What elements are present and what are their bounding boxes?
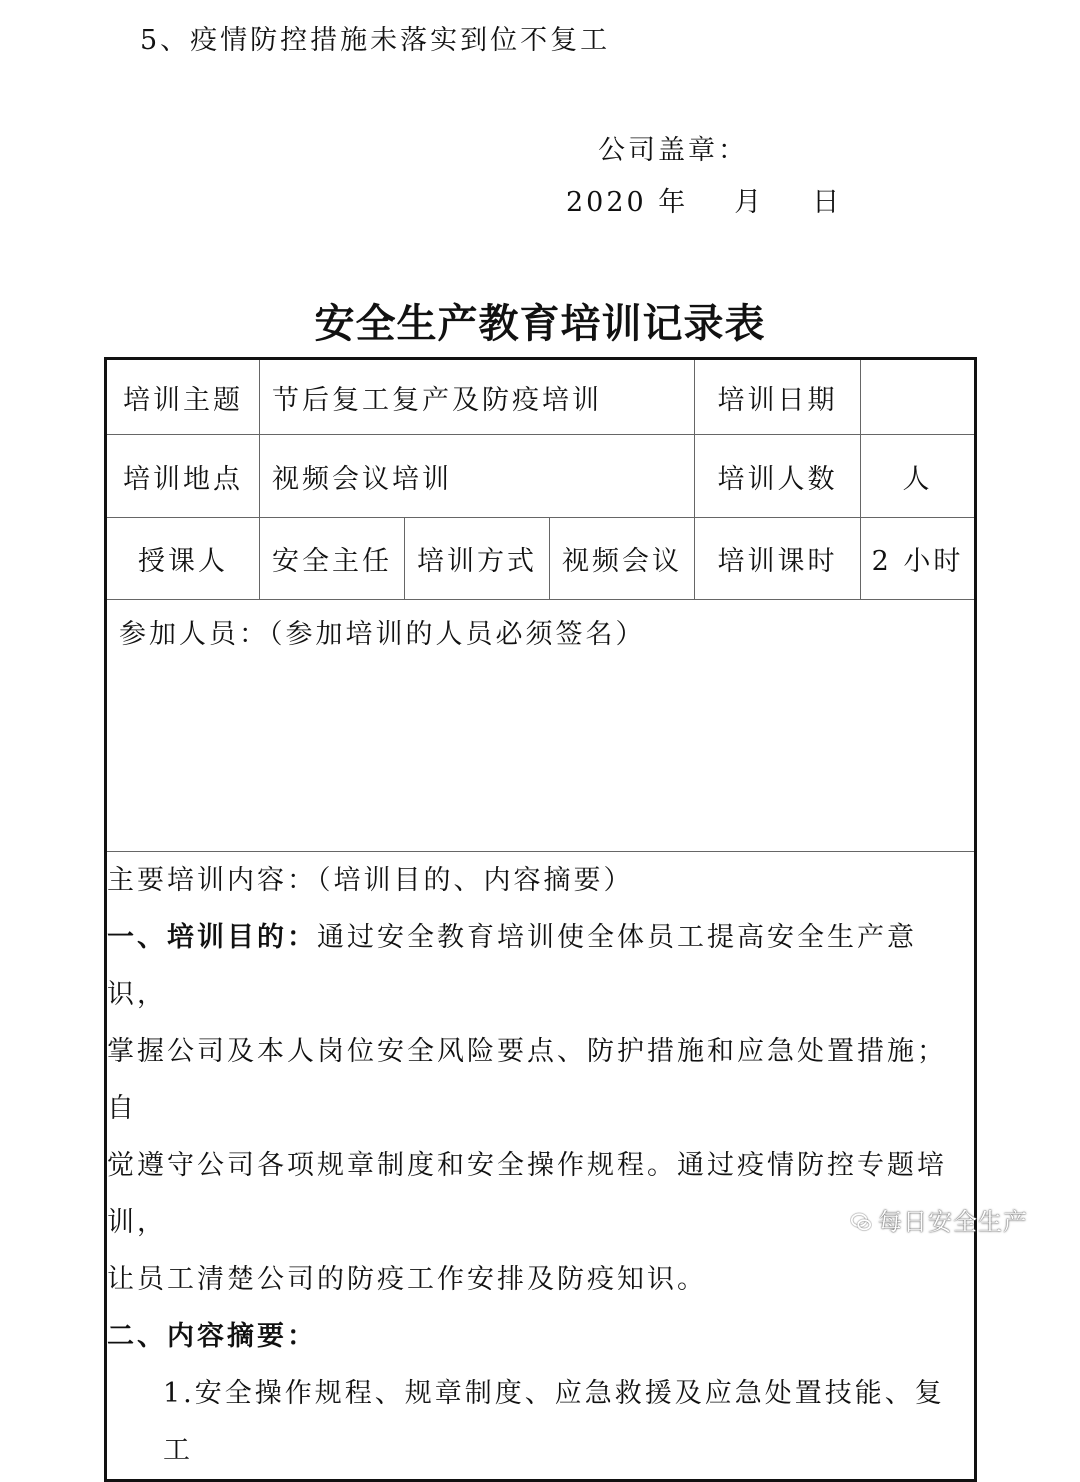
purpose-paragraph xyxy=(107,909,974,1023)
training-count-label: 培训人数 xyxy=(695,435,861,518)
attendees-signature-cell[interactable] xyxy=(106,600,976,852)
summary-label: 二、内容摘要： xyxy=(107,1321,317,1352)
content-heading: 主要培训内容：（培训目的、内容摘要） xyxy=(107,865,634,896)
training-topic-label: 培训主题 xyxy=(106,359,260,435)
table-row xyxy=(106,600,976,852)
training-date-label: 培训日期 xyxy=(695,359,861,435)
training-location-label: 培训地点 xyxy=(106,435,260,518)
purpose-line-2: 掌握公司及本人岗位安全风险要点、防护措施和应急处置措施；自 xyxy=(107,1036,947,1124)
purpose-line-1: 通过安全教育培训使全体员工提高安全生产意识， xyxy=(107,922,917,1010)
table-row xyxy=(106,435,976,518)
purpose-label: 一、培训目的： xyxy=(107,922,317,953)
training-method-label: 培训方式 xyxy=(405,518,550,600)
training-topic-value[interactable]: 节后复工复产及防疫培训 xyxy=(260,359,695,435)
date-month: 月 xyxy=(734,187,765,218)
summary-item-1: 1.安全操作规程、规章制度、应急救援及应急处置技能、复工 xyxy=(163,1378,945,1466)
attendees-label: 参加人员：（参加培训的人员必须签名） xyxy=(119,619,646,650)
lecturer-value[interactable]: 安全主任 xyxy=(260,518,405,600)
training-count-value[interactable]: 人 xyxy=(861,435,976,518)
wechat-watermark xyxy=(850,1202,1028,1237)
date-year: 2020 年 xyxy=(566,187,689,218)
date-line xyxy=(566,180,842,219)
intro-item-5: 5、疫情防控措施未落实到位不复工 xyxy=(140,25,611,56)
lecturer-label: 授课人 xyxy=(106,518,260,600)
purpose-line-4: 让员工清楚公司的防疫工作安排及防疫知识。 xyxy=(107,1264,707,1295)
watermark-text: 每日安全生产 xyxy=(878,1208,1028,1236)
table-row xyxy=(106,518,976,600)
training-content-cell xyxy=(106,852,976,1481)
wechat-icon xyxy=(850,1211,872,1233)
training-hours-label: 培训课时 xyxy=(695,518,861,600)
training-location-value[interactable]: 视频会议培训 xyxy=(260,435,695,518)
purpose-line-3: 觉遵守公司各项规章制度和安全操作规程。通过疫情防控专题培训， xyxy=(107,1150,947,1238)
company-seal-label: 公司盖章： xyxy=(598,135,748,166)
training-hours-value[interactable]: 2 小时 xyxy=(861,518,976,600)
date-day: 日 xyxy=(812,187,843,218)
table-row xyxy=(106,359,976,435)
training-method-value[interactable]: 视频会议 xyxy=(550,518,695,600)
training-date-value[interactable] xyxy=(861,359,976,435)
page-title: 安全生产教育培训记录表 xyxy=(314,301,766,347)
training-record-table xyxy=(104,357,977,1482)
table-row xyxy=(106,852,976,1481)
